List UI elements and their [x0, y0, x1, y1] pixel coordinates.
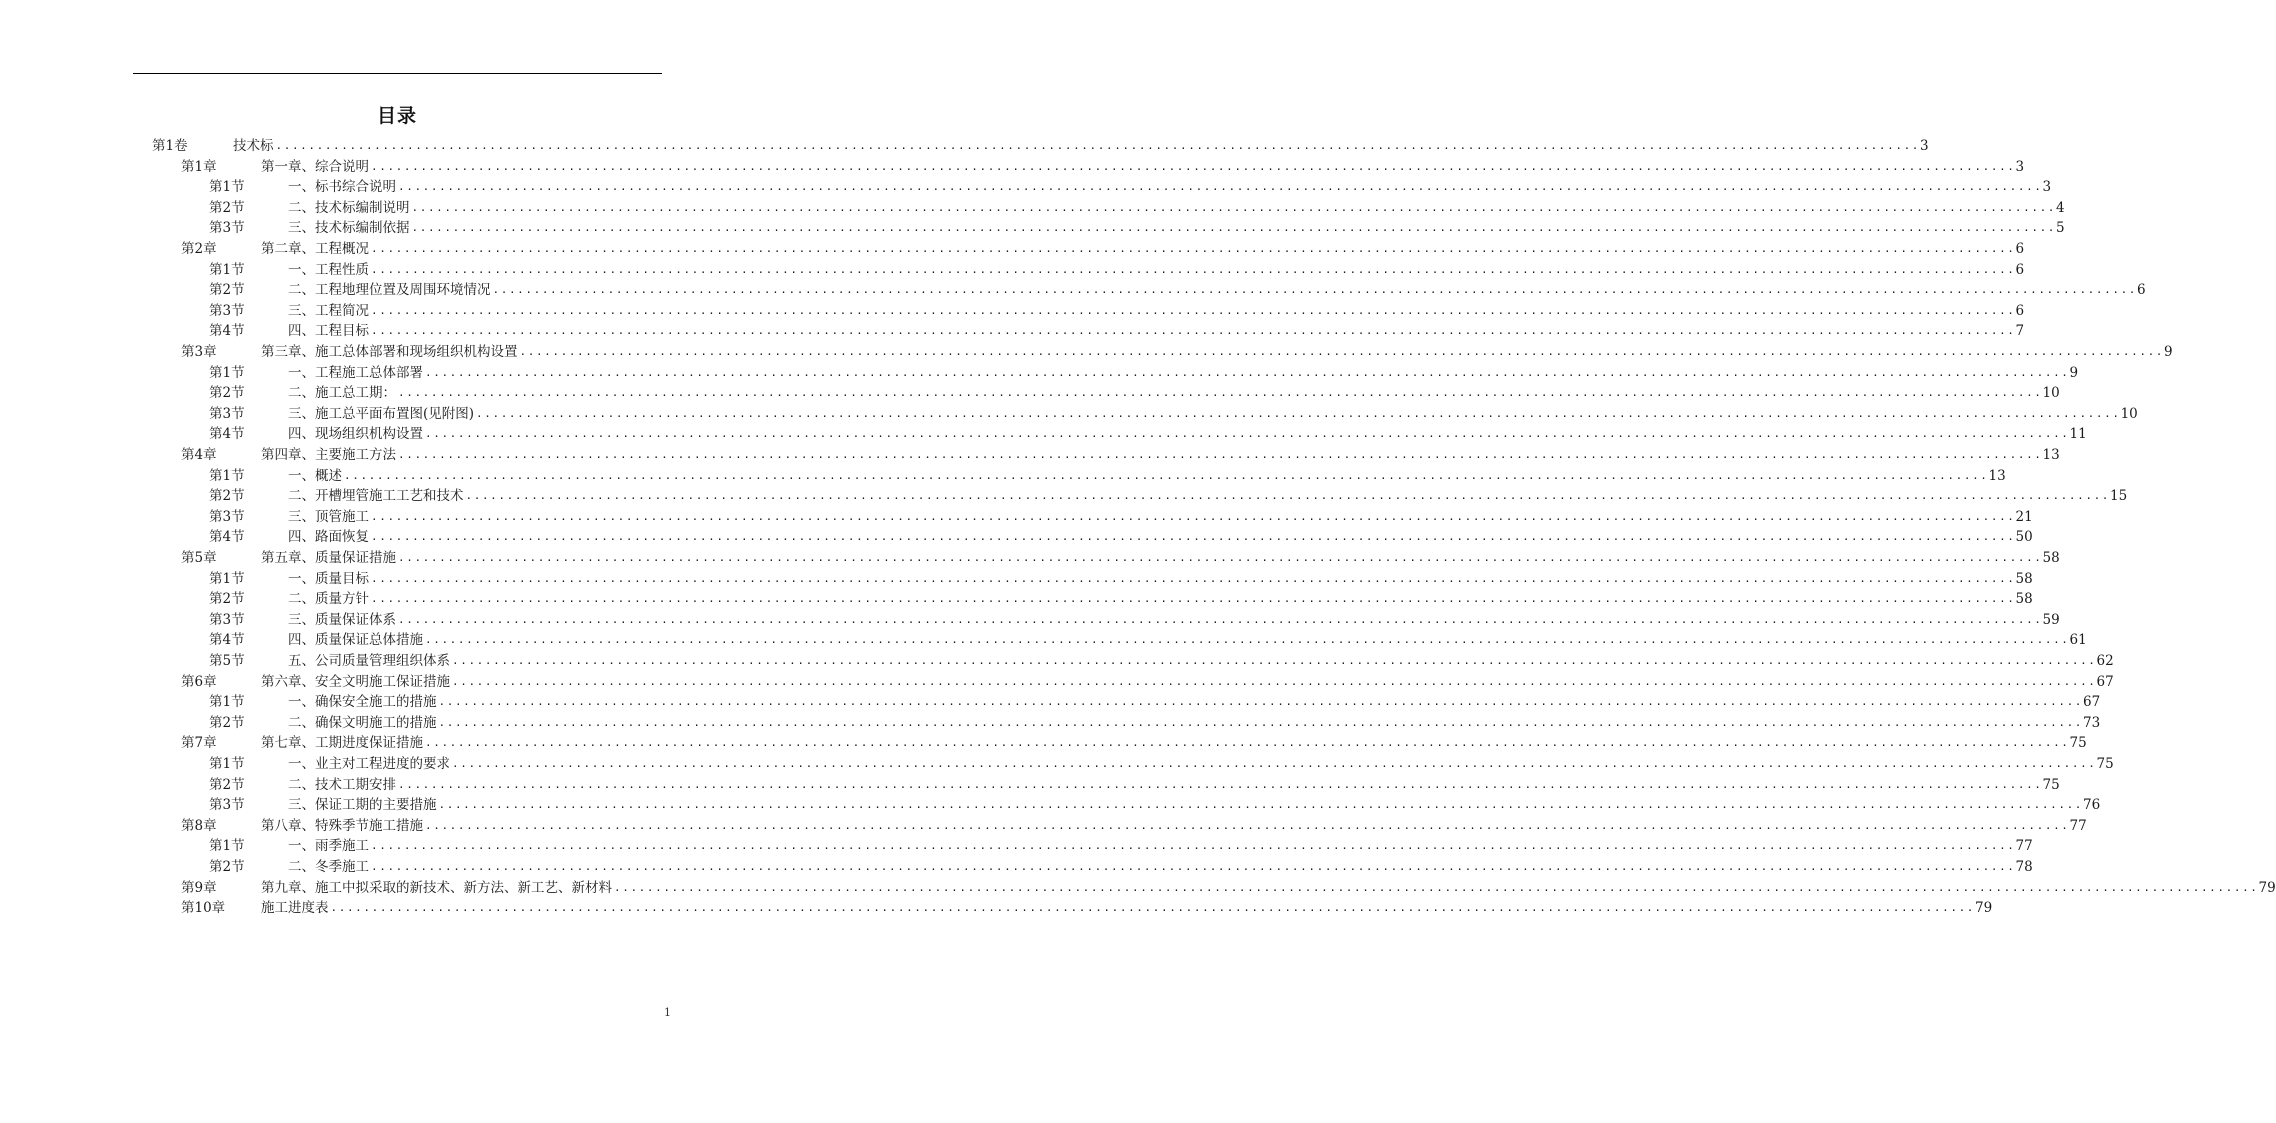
toc-leader-dots: ........................................................................................................................................................................................................ [476, 406, 2121, 420]
toc-entry-title: 二、技术工期安排 [288, 776, 396, 793]
toc-entry-title-line [261, 898, 1993, 919]
toc-leader-dots: ........................................................................................................................................................................................................ [425, 633, 2070, 647]
toc-entry[interactable] [209, 321, 2025, 342]
toc-entry-title-line [288, 775, 2060, 796]
toc-entry-page: 77 [2069, 817, 2087, 834]
toc-entry-number: 第3节 [209, 508, 245, 525]
toc-entry-title: 四、路面恢复 [288, 529, 369, 546]
toc-entry-title-line [288, 713, 2101, 734]
toc-entry-page: 50 [2015, 529, 2033, 546]
toc-entry-title-line [288, 466, 2006, 487]
toc-entry-title-line [288, 610, 2060, 631]
toc-entry-title-line [261, 445, 2060, 466]
toc-entry-number: 第3节 [209, 220, 245, 237]
toc-leader-dots: ........................................................................................................................................................................................................ [425, 427, 2070, 441]
toc-entry-title: 四、质量保证总体措施 [288, 632, 423, 649]
toc-entry-title-line [288, 218, 2065, 239]
toc-entry-title-line [288, 589, 2033, 610]
toc-leader-dots: ........................................................................................................................................................................................................ [398, 612, 2043, 626]
toc-entry-number: 第1卷 [152, 138, 188, 154]
toc-entry-page: 77 [2015, 838, 2033, 855]
toc-entry-number: 第1节 [209, 261, 245, 278]
toc-entry-page: 59 [2042, 611, 2060, 628]
toc-leader-dots: ........................................................................................................................................................................................................ [425, 818, 2070, 832]
toc-entry-number: 第1节 [209, 570, 245, 587]
toc-entry-page: 13 [1988, 467, 2006, 484]
toc-leader-dots: ........................................................................................................................................................................................................ [452, 757, 2097, 770]
toc-entry-title: 二、开槽埋管施工工艺和技术 [288, 488, 464, 505]
toc-entry-number: 第4章 [181, 447, 217, 463]
toc-entry-title: 一、工程施工总体部署 [288, 364, 423, 381]
toc-leader-dots: ........................................................................................................................................................................................................ [398, 386, 2043, 400]
toc-leader-dots: ........................................................................................................................................................................................................ [398, 551, 2043, 564]
toc-entry[interactable] [181, 445, 2060, 466]
toc-leader-dots: ........................................................................................................................................................................................................ [344, 468, 1989, 482]
toc-entry-title: 一、雨季施工 [288, 838, 369, 855]
toc-leader-dots: ........................................................................................................................................................................................................ [371, 839, 2016, 853]
toc-entry-number: 第4节 [209, 632, 245, 649]
toc-entry-title-line [233, 136, 1929, 157]
toc-leader-dots: ........................................................................................................................................................................................................ [371, 159, 2016, 173]
toc-entry-number: 第1章 [181, 158, 217, 175]
toc-entry-page: 58 [2015, 591, 2033, 608]
toc-entry-title-line [288, 507, 2033, 528]
toc-entry-title: 一、工程性质 [288, 261, 369, 278]
toc-entry-title: 二、质量方针 [288, 591, 369, 608]
toc-entry[interactable] [209, 424, 2087, 445]
toc-entry[interactable] [209, 610, 2060, 631]
toc-leader-dots: ........................................................................................................................................................................................................ [371, 509, 2016, 523]
toc-entry[interactable] [181, 239, 2025, 260]
toc-entry[interactable] [209, 630, 2087, 651]
toc-entry[interactable] [181, 548, 2060, 569]
toc-entry-page: 6 [2015, 241, 2025, 257]
toc-entry-page: 62 [2096, 653, 2114, 669]
toc-entry-number: 第2节 [209, 714, 245, 731]
toc-entry-number: 第2章 [181, 241, 217, 257]
toc-entry[interactable] [209, 218, 2065, 239]
toc-entry-title: 二、施工总工期： [288, 385, 396, 402]
toc-leader-dots: ........................................................................................................................................................................................................ [438, 695, 2084, 709]
toc-entry-page: 4 [2056, 199, 2065, 216]
toc-entry-page: 6 [2137, 282, 2146, 299]
toc-entry[interactable] [181, 733, 2087, 754]
toc-entry-title: 二、确保文明施工的措施 [288, 714, 437, 731]
toc-entry-page: 75 [2042, 776, 2060, 793]
toc-entry-page: 15 [2110, 488, 2128, 505]
toc-entry-title: 第六章、安全文明施工保证措施 [261, 673, 450, 690]
toc-entry[interactable] [209, 507, 2033, 528]
toc-entry-title: 二、技术标编制说明 [288, 199, 410, 216]
toc-entry-title: 第三章、施工总体部署和现场组织机构设置 [261, 344, 518, 360]
toc-leader-dots: ........................................................................................................................................................................................................ [371, 592, 2016, 606]
toc-entry-title-line [288, 383, 2060, 404]
toc-entry-page: 3 [1920, 138, 1929, 154]
toc-entry[interactable] [209, 280, 2146, 301]
toc-entry-title: 第二章、工程概况 [261, 241, 369, 257]
toc-entry-number: 第4节 [209, 426, 245, 443]
toc-entry-title: 第五章、质量保证措施 [261, 550, 396, 566]
toc-entry-number: 第3章 [181, 344, 217, 360]
toc-leader-dots: ........................................................................................................................................................................................................ [411, 221, 2057, 235]
toc-entry-page: 3 [2042, 179, 2052, 196]
toc-entry-number: 第5章 [181, 550, 217, 566]
toc-entry[interactable] [181, 878, 2276, 899]
toc-entry-title: 一、概述 [288, 467, 342, 484]
toc-entry-title: 三、工程简况 [288, 302, 369, 319]
toc-leader-dots: ........................................................................................................................................................................................................ [371, 242, 2016, 255]
toc-entry-number: 第2节 [209, 282, 245, 299]
toc-leader-dots: ........................................................................................................................................................................................................ [371, 571, 2016, 585]
toc-entry-title-line [288, 198, 2065, 219]
toc-leader-dots: ........................................................................................................................................................................................................ [398, 448, 2043, 461]
toc-entry-title: 三、顶管施工 [288, 508, 369, 525]
toc-entry[interactable] [209, 589, 2033, 610]
toc-leader-dots: ........................................................................................................................................................................................................ [492, 283, 2138, 297]
toc-leader-dots: ........................................................................................................................................................................................................ [438, 798, 2084, 812]
toc-entry[interactable] [152, 136, 1929, 157]
toc-leader-dots: ........................................................................................................................................................................................................ [371, 262, 2016, 276]
toc-entry[interactable] [209, 795, 2101, 816]
toc-entry-page: 10 [2120, 405, 2138, 422]
toc-entry-title: 三、施工总平面布置图(见附图) [288, 405, 475, 422]
toc-entry-page: 61 [2069, 632, 2087, 649]
toc-entry-title-line [261, 816, 2087, 837]
toc-leader-dots: ........................................................................................................................................................................................................ [614, 880, 2259, 894]
toc-entry-number: 第4节 [209, 323, 245, 340]
toc-entry[interactable] [209, 527, 2033, 548]
toc-entry-title: 第九章、施工中拟采取的新技术、新方法、新工艺、新材料 [261, 879, 612, 896]
toc-entry-title-line [288, 301, 2025, 322]
toc-entry[interactable] [209, 404, 2138, 425]
toc-entry-number: 第1节 [209, 694, 245, 711]
toc-entry-page: 75 [2069, 735, 2087, 752]
toc-entry-title: 施工进度表 [261, 900, 329, 917]
toc-entry-number: 第1节 [209, 179, 245, 196]
toc-entry-page: 9 [2069, 364, 2079, 381]
toc-entry-number: 第3节 [209, 405, 245, 422]
toc-entry-page: 21 [2015, 508, 2033, 525]
toc-entry-title-line [288, 404, 2138, 425]
toc-leader-dots: ........................................................................................................................................................................................................ [519, 345, 2165, 358]
toc-entry-page: 79 [1975, 900, 1993, 917]
toc-entry-page: 79 [2258, 879, 2276, 896]
toc-leader-dots: ........................................................................................................................................................................................................ [425, 736, 2070, 750]
toc-entry-title: 四、现场组织机构设置 [288, 426, 423, 443]
toc-entry[interactable] [209, 754, 2114, 775]
toc-entry-title: 一、业主对工程进度的要求 [288, 756, 450, 772]
toc-entry-page: 6 [2015, 302, 2025, 319]
toc-entry-title-line [288, 363, 2079, 384]
toc-entry-title: 四、工程目标 [288, 323, 369, 340]
toc-leader-dots: ........................................................................................................................................................................................................ [452, 654, 2097, 667]
toc-entry-title: 三、技术标编制依据 [288, 220, 410, 237]
toc-entry-title-line [261, 239, 2025, 260]
toc-entry-number: 第5节 [209, 653, 245, 669]
toc-entry-number: 第2节 [209, 859, 245, 875]
toc-entry-number: 第2节 [209, 488, 245, 505]
toc-entry-page: 78 [2015, 859, 2033, 875]
page-number: 1 [664, 1006, 671, 1019]
toc-entry-title: 一、质量目标 [288, 570, 369, 587]
toc-entry-title: 二、冬季施工 [288, 859, 369, 875]
toc-entry[interactable] [209, 260, 2025, 281]
toc-entry-number: 第2节 [209, 591, 245, 608]
toc-entry-page: 67 [2096, 673, 2114, 690]
toc-leader-dots: ........................................................................................................................................................................................................ [452, 674, 2097, 688]
toc-entry-page: 76 [2083, 797, 2101, 814]
toc-entry[interactable] [209, 857, 2033, 878]
toc-leader-dots: ........................................................................................................................................................................................................ [275, 139, 1921, 152]
toc-entry-title-line [261, 672, 2114, 693]
toc-entry-page: 7 [2015, 323, 2025, 340]
toc-entry[interactable] [209, 713, 2101, 734]
toc-entry-page: 10 [2042, 385, 2060, 402]
toc-entry-title-line [261, 733, 2087, 754]
toc-entry-title-line [288, 527, 2033, 548]
toc-entry-title-line [261, 157, 2025, 178]
toc-entry-page: 58 [2015, 570, 2033, 587]
toc-entry-title: 第四章、主要施工方法 [261, 447, 396, 463]
toc-entry[interactable] [181, 672, 2114, 693]
toc-entry-title-line [288, 569, 2033, 590]
toc-entry-title: 三、保证工期的主要措施 [288, 797, 437, 814]
toc-entry-number: 第3节 [209, 302, 245, 319]
toc-entry-title-line [288, 630, 2087, 651]
toc-entry-page: 13 [2042, 447, 2060, 463]
toc-entry-page: 11 [2069, 426, 2087, 443]
toc-entry-page: 75 [2096, 756, 2114, 772]
toc-entry-title-line [288, 424, 2087, 445]
toc-leader-dots: ........................................................................................................................................................................................................ [425, 365, 2070, 379]
toc-entry[interactable] [209, 198, 2065, 219]
toc-entry-title-line [288, 692, 2101, 713]
toc-entry[interactable] [209, 651, 2114, 672]
toc-entry[interactable] [209, 466, 2006, 487]
toc-entry-page: 67 [2083, 694, 2101, 711]
toc-entry-title-line [288, 651, 2114, 672]
toc-entry-number: 第1节 [209, 364, 245, 381]
toc-entry-title: 三、质量保证体系 [288, 611, 396, 628]
toc-entry[interactable] [209, 486, 2128, 507]
toc-entry-number: 第6章 [181, 673, 217, 690]
toc-entry[interactable] [209, 177, 2052, 198]
toc-entry-page: 6 [2015, 261, 2025, 278]
toc-entry[interactable] [181, 342, 2173, 363]
page-title: 目录 [376, 105, 417, 127]
toc-entry-title-line [288, 260, 2025, 281]
toc-entry-page: 5 [2056, 220, 2065, 237]
toc-entry[interactable] [181, 898, 1993, 919]
toc-entry[interactable] [209, 301, 2025, 322]
toc-entry-page: 58 [2042, 550, 2060, 566]
toc-entry-number: 第1节 [209, 467, 245, 484]
toc-entry-title: 第七章、工期进度保证措施 [261, 735, 423, 752]
toc-entry-number: 第10章 [181, 900, 226, 917]
toc-entry-title-line [261, 878, 2276, 899]
toc-leader-dots: ........................................................................................................................................................................................................ [371, 530, 2016, 544]
toc-entry-title: 第一章、综合说明 [261, 158, 369, 175]
toc-entry[interactable] [209, 692, 2101, 713]
toc-entry-number: 第1节 [209, 756, 245, 772]
toc-entry-number: 第9章 [181, 879, 217, 896]
toc-entry[interactable] [209, 363, 2079, 384]
toc-entry[interactable] [209, 569, 2033, 590]
toc-entry-title: 技术标 [233, 138, 274, 154]
toc-entry[interactable] [181, 157, 2025, 178]
toc-leader-dots: ........................................................................................................................................................................................................ [398, 180, 2043, 194]
toc-entry-number: 第3节 [209, 611, 245, 628]
toc-leader-dots: ........................................................................................................................................................................................................ [371, 303, 2016, 317]
toc-entry-number: 第4节 [209, 529, 245, 546]
toc-entry-title-line [288, 795, 2101, 816]
toc-entry-number: 第2节 [209, 199, 245, 216]
toc-entry-title-line [288, 280, 2146, 301]
toc-leader-dots: ........................................................................................................................................................................................................ [398, 777, 2043, 791]
toc-entry[interactable] [209, 775, 2060, 796]
toc-entry-title-line [261, 548, 2060, 569]
toc-entry-title: 二、工程地理位置及周围环境情况 [288, 282, 491, 299]
toc-entry[interactable] [181, 816, 2087, 837]
toc-entry-title-line [288, 177, 2052, 198]
toc-entry-title-line [288, 321, 2025, 342]
toc-entry-number: 第2节 [209, 385, 245, 402]
toc-leader-dots: ........................................................................................................................................................................................................ [438, 715, 2084, 729]
toc-entry-title-line [288, 754, 2114, 775]
toc-leader-dots: ........................................................................................................................................................................................................ [465, 489, 2111, 503]
toc-entry-number: 第1节 [209, 838, 245, 855]
toc-entry[interactable] [209, 383, 2060, 404]
toc-entry-title: 五、公司质量管理组织体系 [288, 653, 450, 669]
toc-entry-number: 第7章 [181, 735, 217, 752]
toc-entry-title-line [288, 486, 2128, 507]
toc-leader-dots: ........................................................................................................................................................................................................ [330, 901, 1976, 915]
toc-entry[interactable] [209, 836, 2033, 857]
toc-entry-title-line [288, 857, 2033, 878]
toc-entry-title: 一、确保安全施工的措施 [288, 694, 437, 711]
toc-entry-title: 第八章、特殊季节施工措施 [261, 817, 423, 834]
toc-entry-page: 9 [2164, 344, 2173, 360]
toc-entry-title-line [261, 342, 2173, 363]
toc-leader-dots: ........................................................................................................................................................................................................ [411, 200, 2057, 214]
toc-entry-page: 73 [2083, 714, 2101, 731]
toc-entry-title: 一、标书综合说明 [288, 179, 396, 196]
header-rule [133, 73, 662, 74]
toc-entry-number: 第3节 [209, 797, 245, 814]
toc-entry-page: 3 [2015, 158, 2025, 175]
toc-entry-number: 第2节 [209, 776, 245, 793]
toc-entry-number: 第8章 [181, 817, 217, 834]
toc-entry-title-line [288, 836, 2033, 857]
toc-leader-dots: ........................................................................................................................................................................................................ [371, 860, 2016, 873]
toc-leader-dots: ........................................................................................................................................................................................................ [371, 324, 2016, 338]
